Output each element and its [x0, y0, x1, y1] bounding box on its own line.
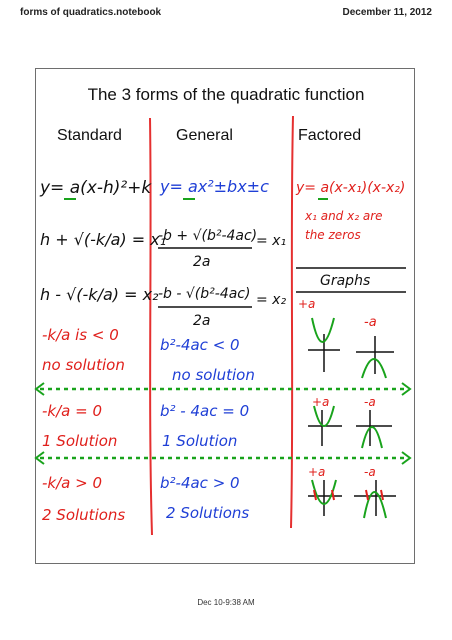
- graph-row-2-neg-label: -a: [364, 395, 376, 409]
- general-equation: y= ax²±bx±c: [160, 177, 269, 196]
- general-root-1-numerator: -b + √(b²-4ac): [158, 228, 258, 244]
- graph-row-3-neg: [354, 480, 396, 518]
- general-case-one-text: 1 Solution: [162, 432, 238, 450]
- factored-zeros-note-line-2: the zeros: [305, 228, 361, 242]
- general-root-2-denominator: 2a: [193, 313, 211, 329]
- standard-case-two-condition: -k/a > 0: [42, 474, 102, 492]
- standard-root-1: h + √(-k/a) = x₁: [40, 230, 167, 249]
- header-date: December 11, 2012: [342, 7, 432, 18]
- graph-row-3-pos-label: +a: [308, 465, 326, 479]
- general-case-none-condition: b²-4ac < 0: [160, 336, 240, 354]
- standard-case-none-text: no solution: [42, 356, 125, 374]
- general-root-2-numerator: -b - √(b²-4ac): [158, 286, 251, 302]
- standard-case-one-text: 1 Solution: [42, 432, 118, 450]
- page-footer-timestamp: Dec 10-9:38 AM: [197, 598, 255, 607]
- standard-case-two-text: 2 Solutions: [42, 506, 126, 524]
- general-root-1-rhs: = x₁: [256, 233, 287, 249]
- standard-case-one-condition: -k/a = 0: [42, 402, 102, 420]
- general-case-two-text: 2 Solutions: [166, 504, 250, 522]
- column-header-standard: Standard: [57, 127, 122, 144]
- graph-row-2-neg: [356, 410, 392, 448]
- standard-case-none-condition: -k/a is < 0: [42, 326, 119, 344]
- graph-row-1-pos-label: +a: [298, 297, 316, 311]
- graph-row-3-neg-label: -a: [364, 465, 376, 479]
- graph-row-3-pos: [308, 480, 342, 516]
- factored-zeros-note-line-1: x₁ and x₂ are: [305, 209, 383, 223]
- column-header-factored: Factored: [298, 127, 362, 144]
- graph-row-2-pos-label: +a: [312, 395, 330, 409]
- general-root-2-rhs: = x₂: [256, 292, 287, 308]
- general-case-two-condition: b²-4ac > 0: [160, 474, 240, 492]
- column-header-general: General: [176, 127, 233, 144]
- standard-root-2: h - √(-k/a) = x₂: [40, 285, 159, 304]
- general-case-one-condition: b² - 4ac = 0: [160, 402, 250, 420]
- graph-row-1-neg-label: -a: [364, 315, 377, 330]
- graph-row-2-pos: [308, 406, 342, 446]
- column-divider-right: [291, 116, 293, 528]
- page-title: The 3 forms of the quadratic function: [87, 85, 365, 104]
- standard-equation: y= a(x-h)²+k: [40, 178, 152, 198]
- notebook-filename: forms of quadratics.notebook: [20, 7, 162, 18]
- general-root-1-denominator: 2a: [193, 254, 211, 270]
- graph-row-1-neg: [356, 336, 394, 378]
- graph-row-1-pos: [308, 318, 340, 372]
- factored-equation: y= a(x-x₁)(x-x₂): [296, 180, 406, 196]
- graphs-label: Graphs: [320, 273, 371, 289]
- general-case-none-text: no solution: [172, 366, 255, 384]
